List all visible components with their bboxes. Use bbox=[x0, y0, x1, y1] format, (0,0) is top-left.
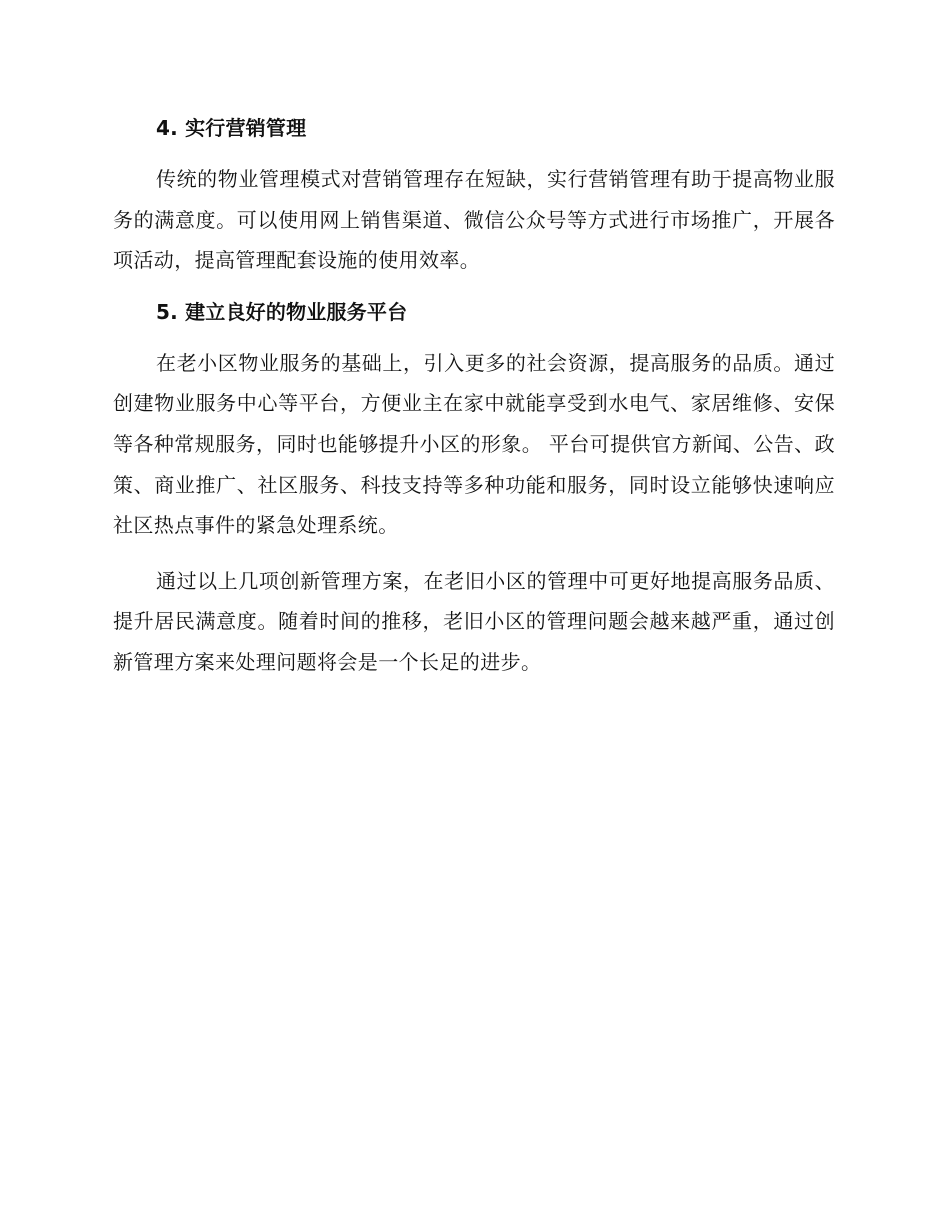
section-heading-service-platform: 5. 建立良好的物业服务平台 bbox=[156, 299, 408, 324]
paragraph-marketing: 传统的物业管理模式对营销管理存在短缺，实行营销管理有助于提高物业服务的满意度。可以使用网上销售渠道、微信公众号等方式进行市场推广，开展各项活动，提高管理配套设施的使用效率。 bbox=[113, 167, 835, 273]
paragraph-conclusion: 通过以上几项创新管理方案，在老旧小区的管理中可更好地提高服务品质、提升居民满意度。随着时间的推移，老旧小区的管理问题会越来越严重，通过创新管理方案来处理问题将会是一个长足的进步。 bbox=[113, 568, 835, 674]
paragraph-service-platform: 在老小区物业服务的基础上，引入更多的社会资源，提高服务的品质。通过创建物业服务中心等平台，方便业主在家中就能享受到水电气、家居维修、安保等各种常规服务，同时也能够提升小区的形象。 平台可提供官方新闻、公告、政策、商业推广、社区服务、科技支持等多种功能和服务，同时设立能够快速响应社区热点事件的紧急处理系统。 bbox=[113, 350, 835, 538]
document-page bbox=[113, 112, 835, 683]
section-heading-marketing: 4. 实行营销管理 bbox=[156, 116, 307, 140]
